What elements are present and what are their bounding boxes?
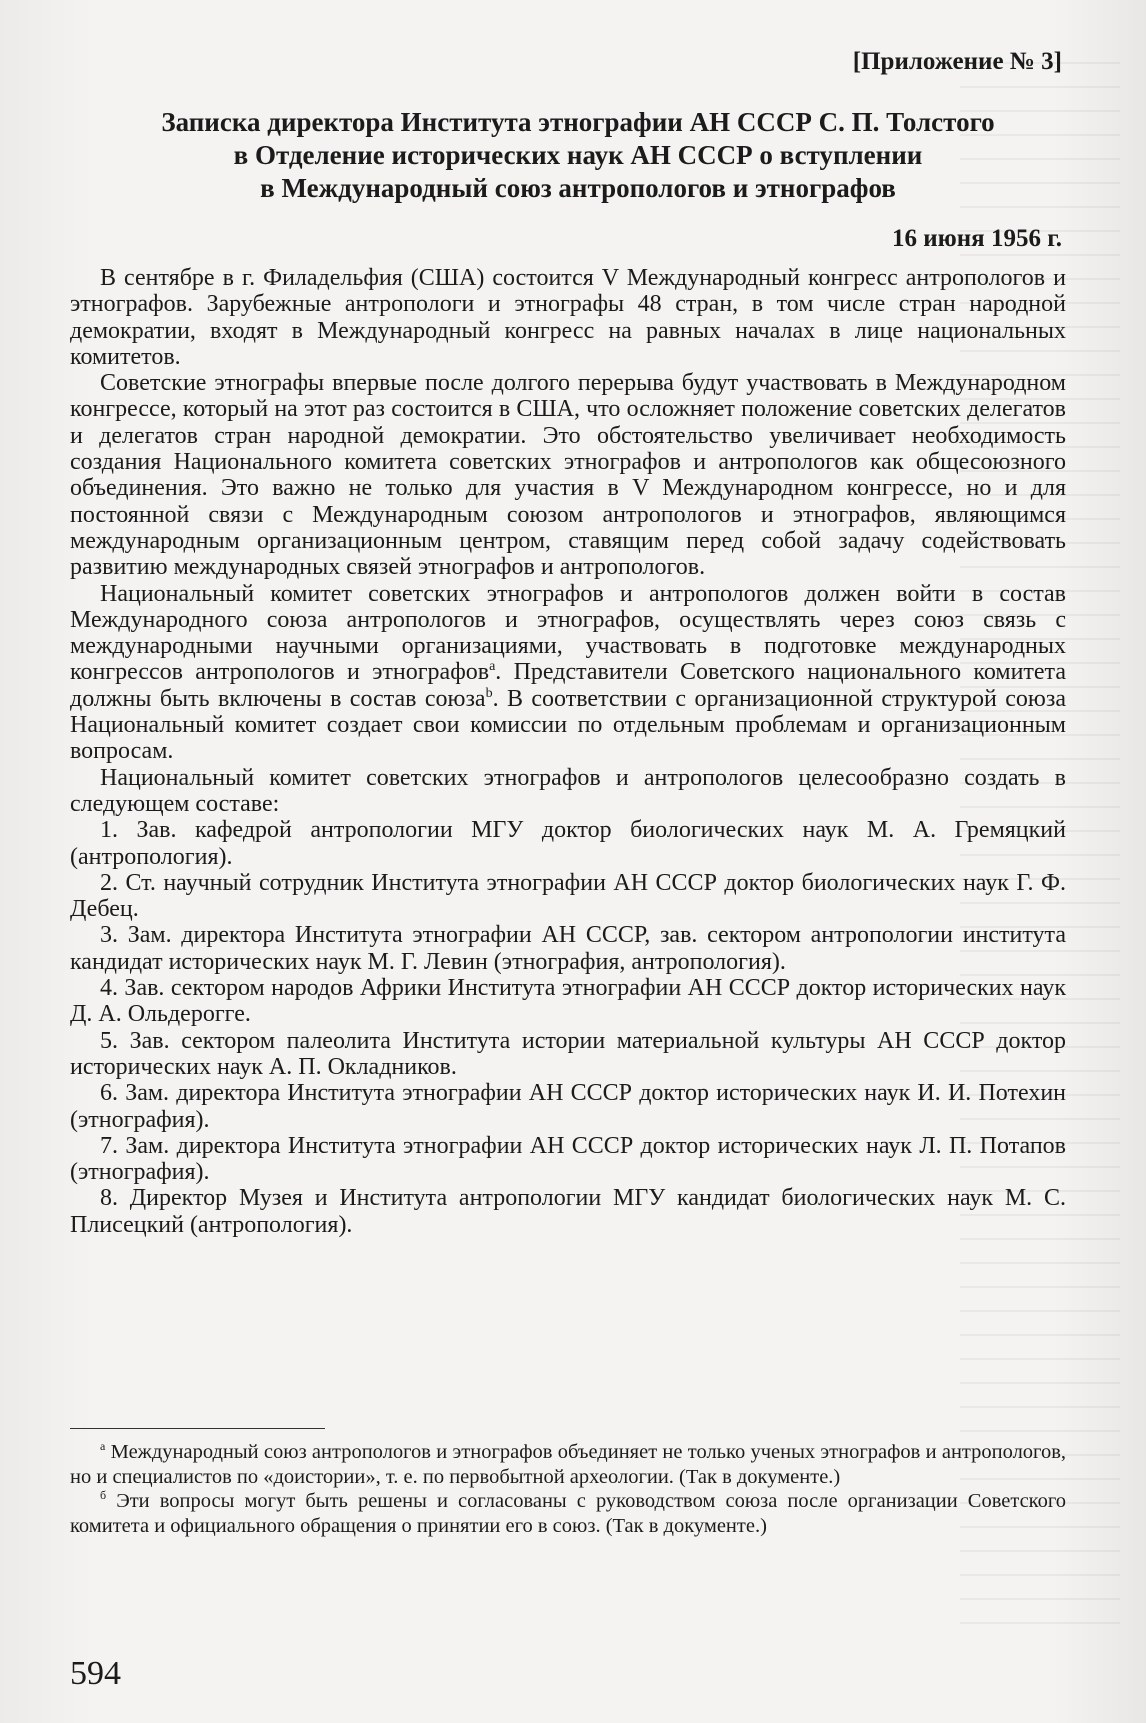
attachment-label: [Приложение № 3] bbox=[852, 48, 1062, 75]
paragraph-4: Национальный комитет советских этнографов и антропологов целесообразно создать в следующем составе: bbox=[70, 764, 1066, 817]
member-item-4: 4. Зав. сектором народов Африки Института этнографии АН СССР доктор исторических наук Д. А. Ольдерогге. bbox=[70, 975, 1066, 1028]
title-line-1: Записка директора Института этнографии АН СССР С. П. Толстого bbox=[161, 107, 995, 137]
paragraph-3-part-2: . Представители Советского национального комитета должны быть включены в состав союза bbox=[70, 659, 1066, 712]
paragraph-2: Советские этнографы впервые после долгого перерыва будут участвовать в Международном конгрессе, который на этот раз состоится в США, что осложняет положение советских делегатов и делегатов стран народной демократии. Это обстоятельство увеличивает необходимость создания Национального комитета советских этнографов и антропологов как общесоюзного объединения. Это важно не только для участия в V Международном конгрессе, но и для постоянной связи с Международным союзом антропологов и этнографов, являющимся международным организационным центром, ставящим перед собой задачу содействовать развитию международных связей этнографов и антропологов. bbox=[70, 370, 1066, 581]
member-item-8: 8. Директор Музея и Института антропологии МГУ кандидат биологических наук М. С. Плисецкий (антропология). bbox=[70, 1185, 1066, 1238]
member-item-2: 2. Ст. научный сотрудник Института этнографии АН СССР доктор биологических наук Г. Ф. Дебец. bbox=[70, 869, 1066, 923]
member-item-7: 7. Зам. директора Института этнографии АН СССР доктор исторических наук Л. П. Потапов (этнография). bbox=[70, 1132, 1066, 1186]
member-item-5: 5. Зав. сектором палеолита Института истории материальной культуры АН СССР доктор исторических наук А. П. Окладников. bbox=[70, 1027, 1066, 1080]
paragraph-3-part-1: Национальный комитет советских этнографов и антропологов должен войти в состав Международного союза антропологов и этнографов, осуществлять через союз связь с международными научными организациями, участвовать в подготовке международных конгрессов антропологов и этнографов bbox=[70, 580, 1066, 686]
footnote-b-mark: б bbox=[100, 1488, 107, 1503]
document-title bbox=[92, 106, 1064, 205]
footnote-b-text: Эти вопросы могут быть решены и согласованы с руководством союза после организации Советского комитета и официального обращения о принятии его в союз. (Так в документе.) bbox=[70, 1490, 1066, 1537]
footnote-divider bbox=[70, 1428, 325, 1429]
paragraph-1: В сентябре в г. Филадельфия (США) состоится V Международный конгресс антропологов и этнографов. Зарубежные антропологи и этнографы 48 стран, в том числе стран народной демократии, входят в Международный конгресс на равных началах в лице национальных комитетов. bbox=[70, 265, 1066, 370]
member-item-3: 3. Зам. директора Института этнографии АН СССР, зав. сектором антропологии института кандидат исторических наук М. Г. Левин (этнография, антропология). bbox=[70, 922, 1066, 975]
title-line-3: в Международный союз антропологов и этнографов bbox=[260, 173, 896, 203]
member-item-6: 6. Зам. директора Института этнографии АН СССР доктор исторических наук И. И. Потехин (этнография). bbox=[70, 1080, 1066, 1133]
paragraph-3 bbox=[70, 581, 1066, 765]
footnote-ref-b: b bbox=[485, 685, 493, 701]
footnote-a-text: Международный союз антропологов и этнографов объединяет не только ученых этнографов и антропологов, но и специалистов по «доистории», т. е. по первобытной археологии. (Так в документе.) bbox=[70, 1441, 1067, 1488]
footnote-ref-a: a bbox=[489, 659, 496, 675]
page-number: 594 bbox=[70, 1655, 121, 1692]
footnote-b bbox=[70, 1489, 1066, 1538]
footnote-a bbox=[70, 1440, 1066, 1489]
paragraph-3-part-3: . В соответствии с организационной структурой союза Национальный комитет создает свои комиссии по отдельным проблемам и организационным вопросам. bbox=[70, 685, 1066, 765]
footnote-a-mark: a bbox=[100, 1439, 106, 1454]
title-line-2: в Отделение исторических наук АН СССР о вступлении bbox=[233, 140, 923, 170]
footnotes bbox=[70, 1440, 1066, 1538]
document-body bbox=[70, 265, 1066, 1238]
document-date: 16 июня 1956 г. bbox=[892, 225, 1062, 252]
member-item-1: 1. Зав. кафедрой антропологии МГУ доктор биологических наук М. А. Гремяцкий (антропология). bbox=[70, 817, 1066, 870]
